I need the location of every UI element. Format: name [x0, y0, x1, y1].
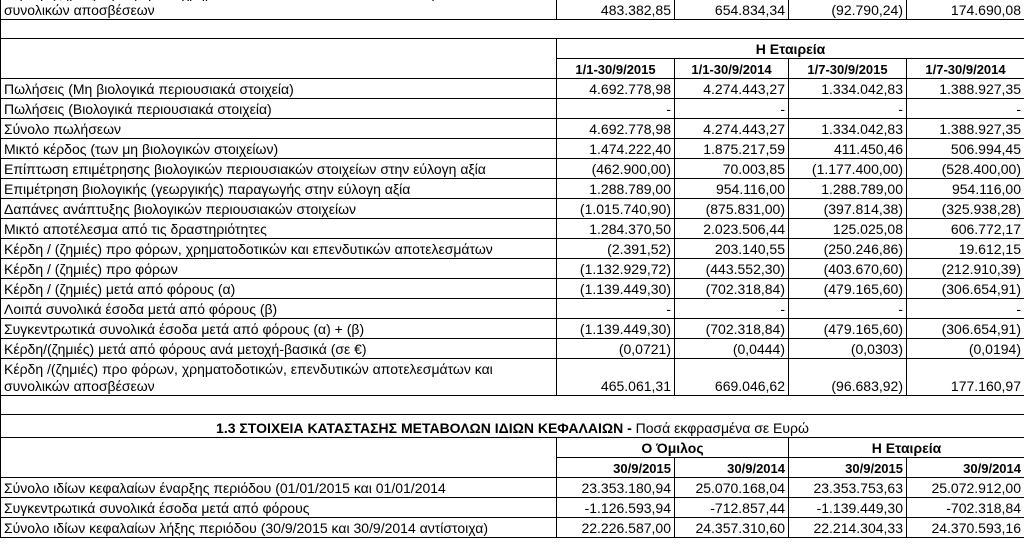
row-label: Κέρδη / (ζημιές) προ φόρων: [1, 259, 557, 279]
row-value: -712.857,44: [675, 498, 789, 518]
row-value: 1.334.042,83: [789, 79, 907, 99]
row-value: 411.450,46: [789, 139, 907, 159]
row-label: Μικτό αποτέλεσμα από τις δραστηριότητες: [1, 219, 557, 239]
row-value: 22.214.304,33: [789, 518, 907, 538]
row-label: Συγκεντρωτικά συνολικά έσοδα μετά από φόρους: [1, 498, 557, 518]
company-header: Η Εταιρεία: [557, 39, 1024, 59]
period-header: 1/7-30/9/2014: [907, 59, 1024, 79]
table-row: [1, 139, 1024, 159]
row-value: 1.875.217,59: [675, 139, 789, 159]
row-value: 203.140,55: [675, 239, 789, 259]
spacer-row: [1, 396, 1024, 415]
row-value: 954.116,00: [675, 179, 789, 199]
row-label: [1, 0, 557, 20]
row-value: (702.318,84): [675, 319, 789, 339]
row-value: 174.690,08: [907, 0, 1024, 20]
row-value: (250.246,86): [789, 239, 907, 259]
table-row: [1, 259, 1024, 279]
row-value: -: [907, 99, 1024, 119]
row-value: (462.900,00): [557, 159, 675, 179]
date-header: 30/9/2015: [557, 458, 675, 478]
date-header: 30/9/2014: [675, 458, 789, 478]
equity-title-row: [1, 415, 1024, 438]
row-value: 25.072.912,00: [907, 478, 1024, 498]
row-value: (1.132.929,72): [557, 259, 675, 279]
empty-cell: [1, 438, 557, 478]
row-value: -702.318,84: [907, 498, 1024, 518]
row-value: (397.814,38): [789, 199, 907, 219]
row-value: 4.274.443,27: [675, 119, 789, 139]
section-title: [1, 415, 1024, 438]
row-label-line: συνολικών αποσβέσεων: [4, 2, 155, 18]
table-row: [1, 339, 1024, 359]
row-value: 4.692.778,98: [557, 79, 675, 99]
row-value: 24.357.310,60: [675, 518, 789, 538]
row-label: Μικτό κέρδος (των μη βιολογικών στοιχείων): [1, 139, 557, 159]
row-value: 23.353.753,63: [789, 478, 907, 498]
row-label: Λοιπά συνολικά έσοδα μετά από φόρους (β): [1, 299, 557, 319]
section-title-note: Ποσά εκφρασμένα σε Ευρώ: [631, 420, 809, 436]
row-value: 24.370.593,16: [907, 518, 1024, 538]
row-value: 1.388.927,35: [907, 119, 1024, 139]
date-header: 30/9/2014: [907, 458, 1024, 478]
empty-cell: [1, 39, 557, 79]
row-value: (479.165,60): [789, 319, 907, 339]
row-label: Πωλήσεις (Μη βιολογικά περιουσιακά στοιχεία): [1, 79, 557, 99]
table-row: [1, 319, 1024, 339]
table-row: [1, 159, 1024, 179]
row-label: [1, 359, 557, 396]
row-value: (702.318,84): [675, 279, 789, 299]
row-value: (479.165,60): [789, 279, 907, 299]
row-value: 177.160,97: [907, 359, 1024, 396]
table-row: [1, 299, 1024, 319]
row-value: 954.116,00: [907, 179, 1024, 199]
period-header: 1/1-30/9/2015: [557, 59, 675, 79]
row-value: (2.391,52): [557, 239, 675, 259]
row-label: Κέρδη / (ζημιές) μετά από φόρους (α): [1, 279, 557, 299]
row-value: 25.070.168,04: [675, 478, 789, 498]
table-row: [1, 239, 1024, 259]
row-label: Συγκεντρωτικά συνολικά έσοδα μετά από φόρους (α) + (β): [1, 319, 557, 339]
row-value: (0,0444): [675, 339, 789, 359]
row-label: Σύνολο ιδίων κεφαλαίων λήξης περιόδου (30/9/2015 και 30/9/2014 αντίστοιχα): [1, 518, 557, 538]
row-value: 1.288.789,00: [789, 179, 907, 199]
row-value: 483.382,85: [557, 0, 675, 20]
row-value: -1.126.593,94: [557, 498, 675, 518]
row-label: Επιμέτρηση βιολογικής (γεωργικής) παραγωγής στην εύλογη αξία: [1, 179, 557, 199]
table-row: [1, 359, 1024, 396]
company-header: Η Εταιρεία: [789, 438, 1024, 458]
table-row: [1, 119, 1024, 139]
date-header: 30/9/2015: [789, 458, 907, 478]
row-label: Δαπάνες ανάπτυξης βιολογικών περιουσιακών στοιχείων: [1, 199, 557, 219]
row-value: 22.226.587,00: [557, 518, 675, 538]
row-value: 465.061,31: [557, 359, 675, 396]
table-row: [1, 99, 1024, 119]
row-value: 4.274.443,27: [675, 79, 789, 99]
row-value: 606.772,17: [907, 219, 1024, 239]
row-value: -: [907, 299, 1024, 319]
row-value: 669.046,62: [675, 359, 789, 396]
row-value: (306.654,91): [907, 319, 1024, 339]
row-value: (1.177.400,00): [789, 159, 907, 179]
row-value: (1.139.449,30): [557, 279, 675, 299]
row-label: Κέρδη/(ζημιές) μετά από φόρους ανά μετοχή-βασικά (σε €): [1, 339, 557, 359]
row-value: (0,0721): [557, 339, 675, 359]
row-value: 1.288.789,00: [557, 179, 675, 199]
row-value: 1.284.370,50: [557, 219, 675, 239]
table-row: [1, 219, 1024, 239]
row-value: (0,0194): [907, 339, 1024, 359]
row-label-line: συνολικών αποσβέσεων: [4, 378, 155, 394]
row-value: (875.831,00): [675, 199, 789, 219]
row-value: 654.834,34: [675, 0, 789, 20]
row-value: 506.994,45: [907, 139, 1024, 159]
row-label: Σύνολο πωλήσεων: [1, 119, 557, 139]
row-value: (212.910,39): [907, 259, 1024, 279]
row-value: -: [675, 99, 789, 119]
row-value: 2.023.506,44: [675, 219, 789, 239]
table-row: [1, 179, 1024, 199]
row-label-line: Κέρδη /(ζημιές) προ φόρων, χρηματοδοτικών, επενδυτικών αποτελεσμάτων και: [4, 361, 493, 377]
table-row: [1, 498, 1024, 518]
row-value: 4.692.778,98: [557, 119, 675, 139]
table-row: [1, 199, 1024, 219]
row-value: 1.474.222,40: [557, 139, 675, 159]
row-value: 1.388.927,35: [907, 79, 1024, 99]
row-value: (443.552,30): [675, 259, 789, 279]
row-label: Πωλήσεις (Βιολογικά περιουσιακά στοιχεία): [1, 99, 557, 119]
row-value: (1.139.449,30): [557, 319, 675, 339]
period-header: 1/1-30/9/2014: [675, 59, 789, 79]
table-row: [1, 0, 1024, 20]
row-value: -: [789, 299, 907, 319]
equity-group-header-row: [1, 438, 1024, 458]
row-value: (325.938,28): [907, 199, 1024, 219]
group-header: Ο Όμιλος: [557, 438, 789, 458]
row-value: 125.025,08: [789, 219, 907, 239]
row-value: (1.015.740,90): [557, 199, 675, 219]
row-value: (92.790,24): [789, 0, 907, 20]
row-value: -: [675, 299, 789, 319]
row-value: 1.334.042,83: [789, 119, 907, 139]
period-header: 1/7-30/9/2015: [789, 59, 907, 79]
row-value: (528.400,00): [907, 159, 1024, 179]
table-row: [1, 279, 1024, 299]
row-value: -: [557, 299, 675, 319]
row-label: Κέρδη / (ζημιές) προ φόρων, χρηματοδοτικών και επενδυτικών αποτελεσμάτων: [1, 239, 557, 259]
spacer-row: [1, 20, 1024, 39]
spacer-cell: [1, 396, 1024, 415]
row-value: 70.003,85: [675, 159, 789, 179]
row-value: -: [789, 99, 907, 119]
row-value: (306.654,91): [907, 279, 1024, 299]
table-row: [1, 478, 1024, 498]
table-row: [1, 79, 1024, 99]
row-label: Σύνολο ιδίων κεφαλαίων έναρξης περιόδου (01/01/2015 και 01/01/2014: [1, 478, 557, 498]
table-row: [1, 518, 1024, 538]
row-value: (96.683,92): [789, 359, 907, 396]
row-label: Επίπτωση επιμέτρησης βιολογικών περιουσιακών στοιχείων στην εύλογη αξία: [1, 159, 557, 179]
row-value: -1.139.449,30: [789, 498, 907, 518]
row-value: (0,0303): [789, 339, 907, 359]
spacer-cell: [1, 20, 1024, 39]
row-value: 19.612,15: [907, 239, 1024, 259]
section-header-row: [1, 39, 1024, 59]
section-title-bold: 1.3 ΣΤΟΙΧΕΙΑ ΚΑΤΑΣΤΑΣΗΣ ΜΕΤΑΒΟΛΩΝ ΙΔΙΩΝ ΚΕΦΑΛΑΙΩΝ -: [216, 420, 632, 436]
row-value: 23.353.180,94: [557, 478, 675, 498]
row-value: (403.670,60): [789, 259, 907, 279]
row-value: -: [557, 99, 675, 119]
